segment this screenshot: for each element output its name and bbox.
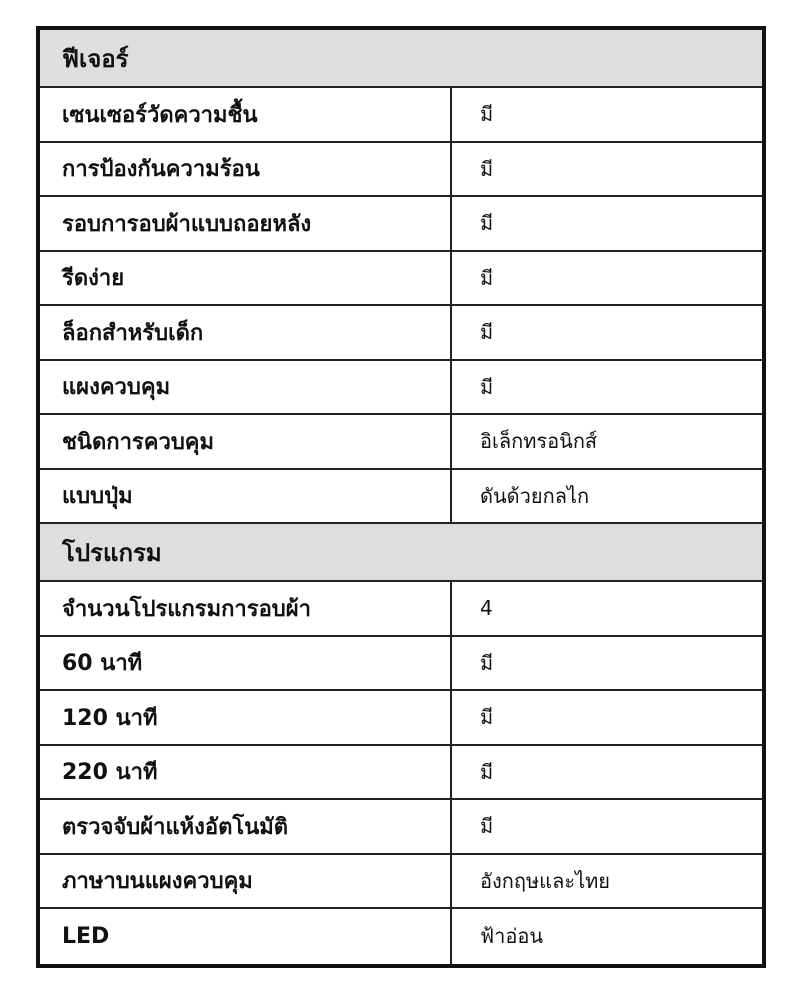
row-label: 220 นาที [40,746,452,799]
row-label: ภาษาบนแผงควบคุม [40,855,452,908]
row-value: มี [480,705,494,730]
section-header-features: ฟีเจอร์ [40,30,762,88]
table-row [40,252,762,307]
row-value: มี [480,265,494,290]
table-row [40,582,762,637]
row-value: มี [480,211,494,236]
table-row [40,306,762,361]
row-label: เซนเซอร์วัดความชื้น [40,88,452,141]
row-value: มี [480,650,494,675]
row-label: จำนวนโปรแกรมการอบผ้า [40,582,452,635]
row-label: รีดง่าย [40,252,452,305]
row-value: อังกฤษและไทย [480,868,611,893]
row-value: 4 [480,596,493,621]
table-row [40,691,762,746]
row-label: ล็อกสำหรับเด็ก [40,306,452,359]
table-row [40,143,762,198]
table-row [40,361,762,416]
row-value: มี [480,156,494,181]
spec-table [36,26,766,968]
row-label: 120 นาที [40,691,452,744]
table-row [40,800,762,855]
table-row [40,88,762,143]
row-label: ชนิดการควบคุม [40,415,452,468]
table-row [40,855,762,910]
row-label: การป้องกันความร้อน [40,143,452,196]
row-value: ดันด้วยกลไก [480,483,590,508]
row-label: 60 นาที [40,637,452,690]
row-value: มี [480,320,494,345]
row-label: ตรวจจับผ้าแห้งอัตโนมัติ [40,800,452,853]
table-row [40,197,762,252]
row-value: มี [480,374,494,399]
table-row [40,415,762,470]
table-row [40,909,762,964]
table-row [40,470,762,525]
row-label: แบบปุ่ม [40,470,452,523]
row-label: LED [40,909,452,964]
row-value: มี [480,759,494,784]
table-row [40,637,762,692]
row-value: ฟ้าอ่อน [480,924,544,949]
row-value: มี [480,814,494,839]
row-label: รอบการอบผ้าแบบถอยหลัง [40,197,452,250]
table-row [40,746,762,801]
row-value: มี [480,102,494,127]
section-header-programs: โปรแกรม [40,524,762,582]
row-label: แผงควบคุม [40,361,452,414]
row-value: อิเล็กทรอนิกส์ [480,429,598,454]
